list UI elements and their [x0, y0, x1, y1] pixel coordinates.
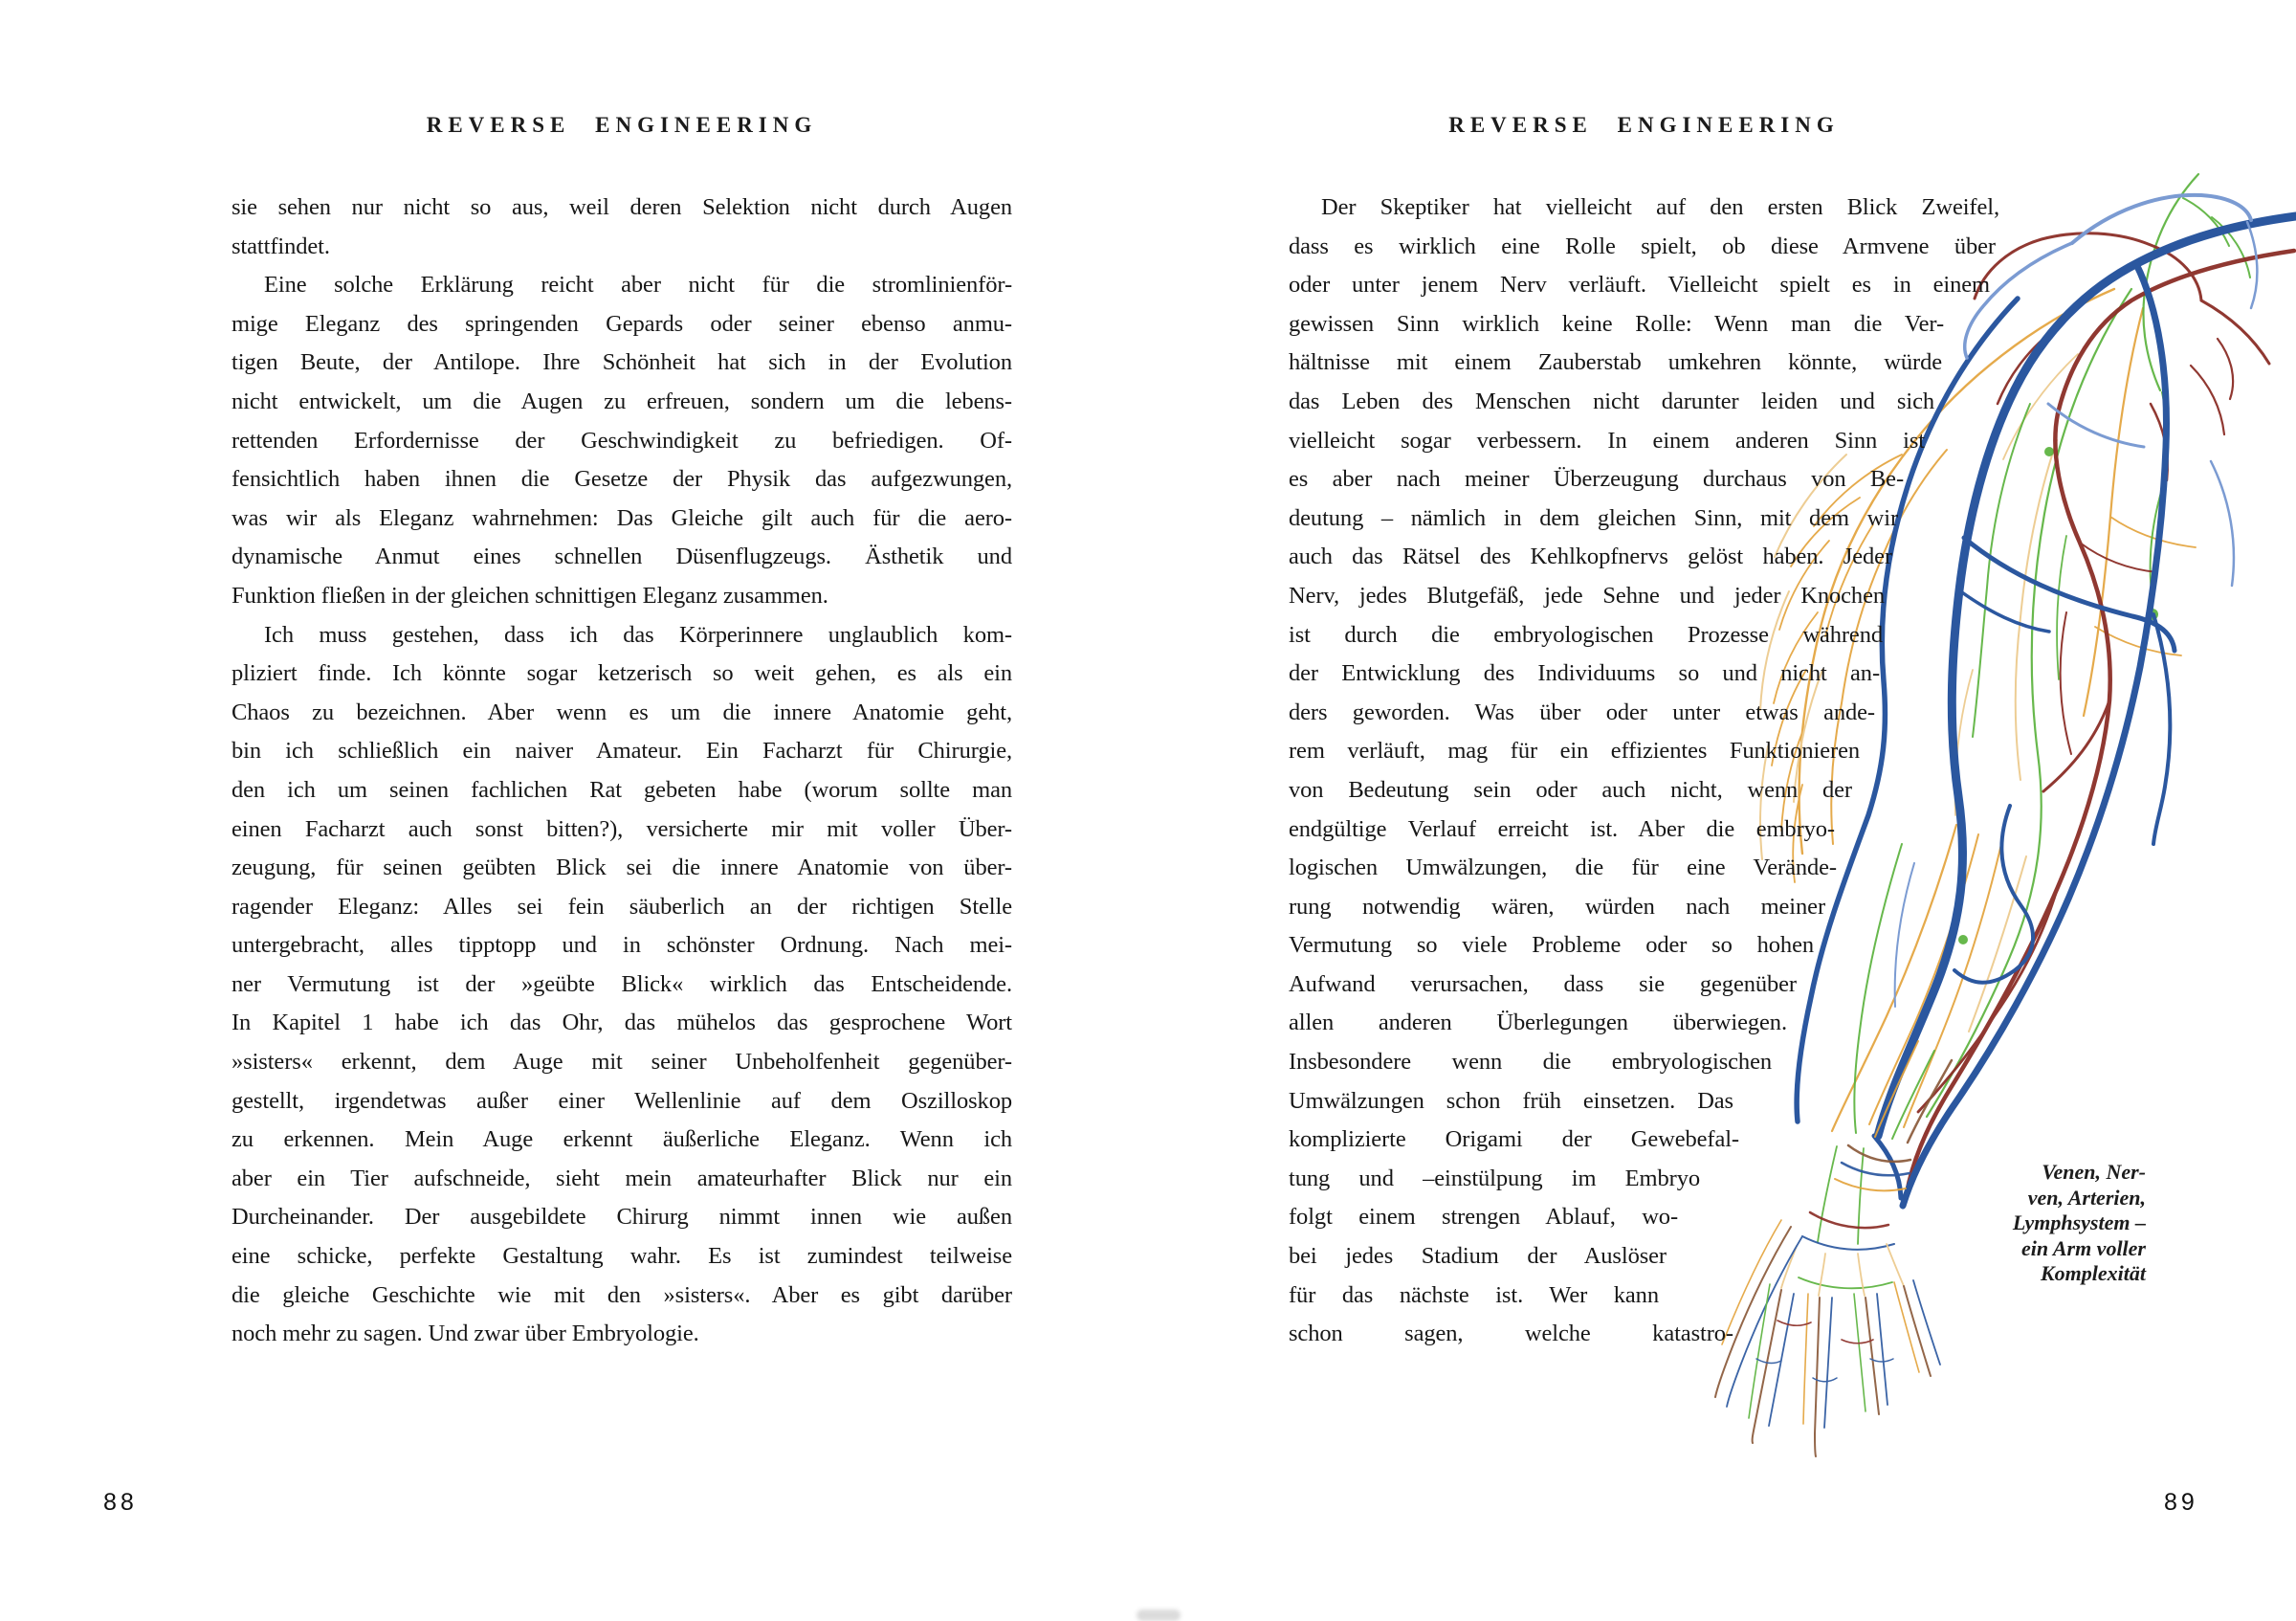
text-line: Aufwand verursachen, dass sie gegenüber: [1289, 970, 1797, 997]
text-line: zeugung, für seinen geübten Blick sei die innere Anatomie von über-: [232, 855, 1012, 881]
text-line: komplizierte Origami der Gewebefal-: [1289, 1126, 1739, 1153]
text-line: logischen Umwälzungen, die für eine Verände-: [1289, 855, 1837, 881]
text-line: ner Vermutung ist der »geübte Blick« wirklich das Entscheidende.: [232, 970, 1012, 997]
text-line: zu erkennen. Mein Auge erkennt äußerliche Eleganz. Wenn ich: [232, 1126, 1012, 1153]
text-line: nicht entwickelt, um die Augen zu erfreuen, sondern um die lebens-: [232, 388, 1012, 414]
text-line: dass es wirklich eine Rolle spielt, ob diese Armvene über: [1289, 233, 1996, 259]
text-line: rung notwendig wären, würden nach meiner: [1289, 893, 1825, 920]
text-line: es aber nach meiner Überzeugung durchaus von Be-: [1289, 466, 1904, 493]
text-line: oder unter jenem Nerv verläuft. Vielleicht spielt es in einem: [1289, 272, 1990, 299]
text-line: allen anderen Überlegungen überwiegen.: [1289, 1010, 1787, 1036]
text-line: ist durch die embryologischen Prozesse während: [1289, 621, 1883, 648]
caption-line: ven, Arterien,: [2027, 1185, 2146, 1210]
text-line: der Entwicklung des Individuums so und nicht an-: [1289, 660, 1880, 687]
text-line: gewissen Sinn wirklich keine Rolle: Wenn man die Ver-: [1289, 310, 1944, 337]
text-line: aber ein Tier aufschneide, sieht mein amateurhafter Blick nur ein: [232, 1165, 1012, 1191]
gutter-shadow: [1137, 1610, 1181, 1621]
text-line: schon sagen, welche katastro-: [1289, 1321, 1733, 1347]
text-line: Chaos zu bezeichnen. Aber wenn es um die innere Anatomie geht,: [232, 699, 1012, 725]
caption-line: ein Arm voller: [2021, 1235, 2146, 1260]
figure-caption: [1875, 1160, 2146, 1287]
text-line: Der Skeptiker hat vielleicht auf den ersten Blick Zweifel,: [1321, 194, 1999, 220]
text-line: In Kapitel 1 habe ich das Ohr, das mühelos das gesprochene Wort: [232, 1010, 1012, 1036]
text-line: fensichtlich haben ihnen die Gesetze der Physik das aufgezwungen,: [232, 466, 1012, 493]
text-line: sie sehen nur nicht so aus, weil deren Selektion nicht durch Augen: [232, 194, 1012, 220]
text-line: das Leben des Menschen nicht darunter leiden und sich: [1289, 388, 1934, 414]
text-line: von Bedeutung sein oder auch nicht, wenn der: [1289, 776, 1852, 803]
text-line: tigen Beute, der Antilope. Ihre Schönheit hat sich in der Evolution: [232, 349, 1012, 376]
text-line: stattfindet.: [232, 233, 330, 259]
text-line: Eine solche Erklärung reicht aber nicht für die stromlinienför-: [264, 272, 1012, 299]
left-page-number: 88: [103, 1489, 138, 1516]
text-line: was wir als Eleganz wahrnehmen: Das Gleiche gilt auch für die aero-: [232, 504, 1012, 531]
text-line: bei jedes Stadium der Auslöser: [1289, 1243, 1667, 1270]
text-line: Vermutung so viele Probleme oder so hohen: [1289, 932, 1814, 959]
text-line: Insbesondere wenn die embryologischen: [1289, 1049, 1772, 1076]
text-line: tung und –einstülpung im Embryo: [1289, 1165, 1700, 1191]
text-line: Funktion fließen in der gleichen schnittigen Eleganz zusammen.: [232, 582, 828, 609]
right-page-number: 89: [2164, 1489, 2198, 1516]
left-page-header: REVERSE ENGINEERING: [426, 113, 818, 137]
text-line: vielleicht sogar verbessern. In einem anderen Sinn ist: [1289, 427, 1925, 454]
text-line: rem verläuft, mag für ein effizientes Funktionieren: [1289, 738, 1860, 765]
text-line: noch mehr zu sagen. Und zwar über Embryologie.: [232, 1321, 699, 1347]
text-line: deutung – nämlich in dem gleichen Sinn, mit dem wir: [1289, 504, 1898, 531]
text-line: Umwälzungen schon früh einsetzen. Das: [1289, 1087, 1733, 1114]
caption-line: Komplexität: [2041, 1261, 2146, 1285]
text-line: mige Eleganz des springenden Gepards oder seiner ebenso anmu-: [232, 310, 1012, 337]
text-line: dynamische Anmut eines schnellen Düsenflugzeugs. Ästhetik und: [232, 544, 1012, 570]
text-line: Ich muss gestehen, dass ich das Körperinnere unglaublich kom-: [264, 621, 1012, 648]
text-line: Nerv, jedes Blutgefäß, jede Sehne und jeder Knochen: [1289, 582, 1885, 609]
text-line: den ich um seinen fachlichen Rat gebeten habe (worum sollte man: [232, 776, 1012, 803]
text-line: folgt einem strengen Ablauf, wo-: [1289, 1204, 1678, 1231]
text-line: endgültige Verlauf erreicht ist. Aber die embryo-: [1289, 815, 1835, 842]
text-line: rettenden Erfordernisse der Geschwindigkeit zu befriedigen. Of-: [232, 427, 1012, 454]
text-line: ders geworden. Was über oder unter etwas ande-: [1289, 699, 1875, 725]
text-line: gestellt, irgendetwas außer einer Wellenlinie auf dem Oszilloskop: [232, 1087, 1012, 1114]
text-line: bin ich schließlich ein naiver Amateur. Ein Facharzt für Chirurgie,: [232, 738, 1012, 765]
text-line: eine schicke, perfekte Gestaltung wahr. Es ist zumindest teilweise: [232, 1243, 1012, 1270]
caption-line: Venen, Ner-: [2042, 1160, 2146, 1184]
text-line: »sisters« erkennt, dem Auge mit seiner Unbeholfenheit gegenüber-: [232, 1049, 1012, 1076]
text-line: untergebracht, alles tipptopp und in schönster Ordnung. Nach mei-: [232, 932, 1012, 959]
left-page-body: [232, 189, 1012, 1354]
right-page-header: REVERSE ENGINEERING: [1448, 113, 1840, 137]
text-line: auch das Rätsel des Kehlkopfnervs gelöst haben. Jeder: [1289, 544, 1892, 570]
caption-line: Lymphsystem –: [2012, 1210, 2146, 1234]
text-line: für das nächste ist. Wer kann: [1289, 1281, 1659, 1308]
text-line: hältnisse mit einem Zauberstab umkehren könnte, würde: [1289, 349, 1942, 376]
text-line: einen Facharzt auch sonst bitten?), versicherte mir mit voller Über-: [232, 815, 1012, 842]
text-line: ragender Eleganz: Alles sei fein säuberlich an der richtigen Stelle: [232, 893, 1012, 920]
text-line: Durcheinander. Der ausgebildete Chirurg nimmt innen wie außen: [232, 1204, 1012, 1231]
text-line: die gleiche Geschichte wie mit den »sisters«. Aber es gibt darüber: [232, 1281, 1012, 1308]
text-line: pliziert finde. Ich könnte sogar ketzerisch so weit gehen, es als ein: [232, 660, 1012, 687]
